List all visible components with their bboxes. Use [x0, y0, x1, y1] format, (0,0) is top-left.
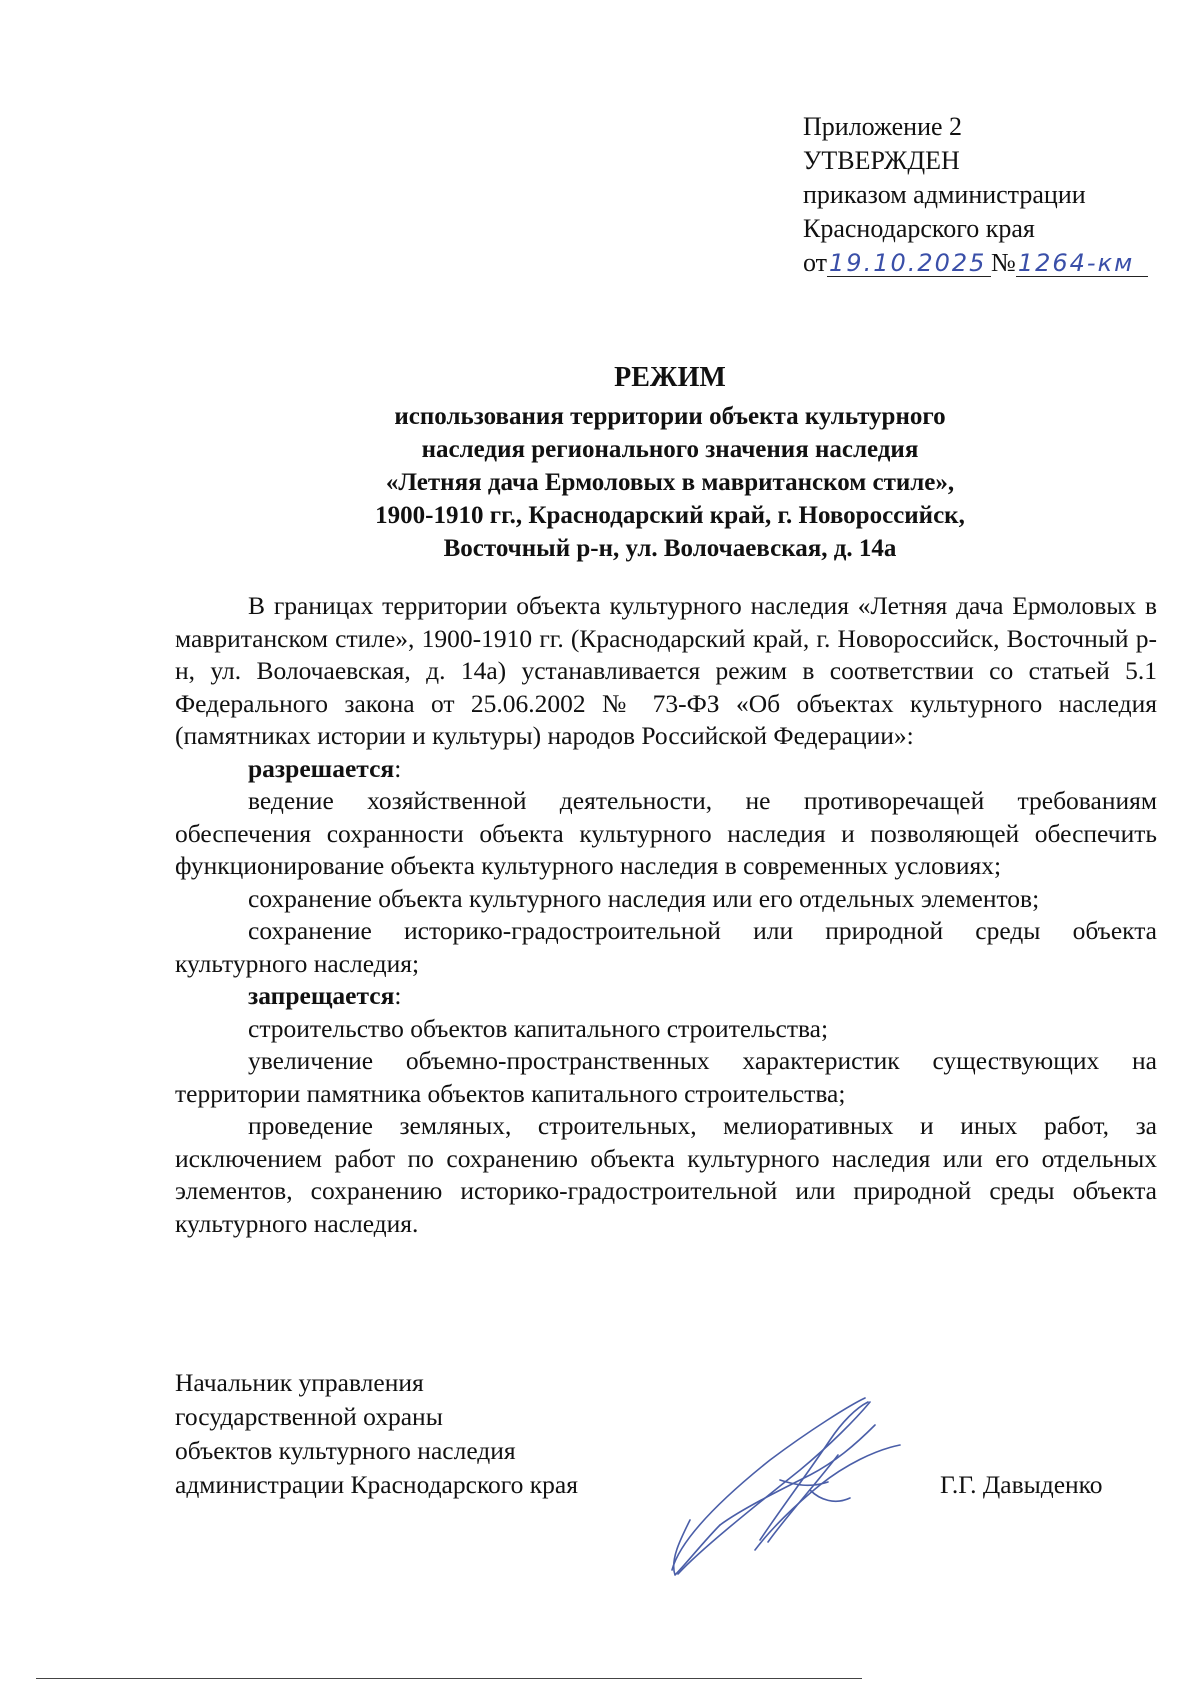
order-date-line — [803, 246, 1163, 280]
forbidden-heading: запрещается: — [248, 981, 402, 1010]
subtitle-line-4: 1900-1910 гг., Краснодарский край, г. Новороссийск, — [375, 502, 965, 529]
subtitle-line-5: Восточный р-н, ул. Волочаевская, д. 14а — [443, 535, 897, 562]
signer-position-line-2: государственной охраны — [175, 1402, 443, 1431]
document-title-block — [170, 360, 1170, 565]
date-prefix: от — [803, 248, 828, 277]
allowed-item: сохранение историко-градостроительной или природной среды объекта культурного наследия; — [175, 916, 1157, 978]
allowed-heading: разрешается: — [248, 753, 402, 783]
signer-position — [175, 1366, 695, 1502]
forbidden-label: запрещается — [248, 981, 395, 1010]
subtitle-line-1: использования территории объекта культурного — [394, 403, 946, 430]
order-number-handwritten: 1264-км — [1017, 249, 1135, 277]
subtitle-line-2: наследия регионального значения наследия — [421, 436, 919, 463]
forbidden-item: строительство объектов капитального строительства; — [248, 1013, 829, 1043]
handwritten-signature — [660, 1390, 920, 1590]
forbidden-item: проведение земляных, строительных, мелиоративных и иных работ, за исключением работ по сохранению объекта культурного наследия или его отдельных элементов, сохранению историко-градостроительной или природной среды объекта культурного наследия. — [175, 1111, 1157, 1238]
allowed-item: сохранение объекта культурного наследия или его отдельных элементов; — [248, 883, 1040, 913]
approved-by-line2: Краснодарского края — [803, 214, 1035, 243]
bottom-divider — [36, 1678, 862, 1679]
signer-position-line-3: объектов культурного наследия — [175, 1436, 516, 1465]
allowed-item: ведение хозяйственной деятельности, не противоречащей требованиям обеспечения сохранности объекта культурного наследия и позволяющей обеспечить функционирование объекта культурного наследия в современных условиях; — [175, 786, 1157, 880]
forbidden-item: увеличение объемно-пространственных характеристик существующих на территории памятника объектов капитального строительства; — [175, 1046, 1157, 1108]
order-number-field — [1016, 250, 1148, 277]
document-body — [175, 590, 1157, 1240]
approved-by-line1: приказом администрации — [803, 180, 1086, 209]
intro-paragraph: В границах территории объекта культурного наследия «Летняя дача Ермоловых в мавританском стиле», 1900-1910 гг. (Краснодарский край, г. Новороссийск, Восточный р-н, ул. Волочаевская, д. 14а) устанавливается режим в соответствии со статьей 5.1 Федерального закона от 25.06.2002 № 73-ФЗ «Об объектах культурного наследия (памятниках истории и культуры) народов Российской Федерации»: — [175, 591, 1157, 750]
order-date-field — [827, 250, 991, 277]
number-prefix: № — [991, 248, 1016, 277]
allowed-label: разрешается — [248, 753, 395, 783]
approval-block — [803, 110, 1163, 280]
subtitle-line-3: «Летняя дача Ермоловых в мавританском стиле», — [385, 469, 955, 496]
approved-stamp: УТВЕРЖДЕН — [803, 146, 960, 175]
signer-name: Г.Г. Давыденко — [940, 1470, 1103, 1499]
order-date-handwritten: 19.10.2025 — [829, 249, 987, 277]
signer-position-line-4: администрации Краснодарского края — [175, 1470, 578, 1499]
signer-position-line-1: Начальник управления — [175, 1368, 424, 1397]
annex-label: Приложение 2 — [803, 112, 963, 141]
document-title: РЕЖИМ — [614, 362, 726, 393]
